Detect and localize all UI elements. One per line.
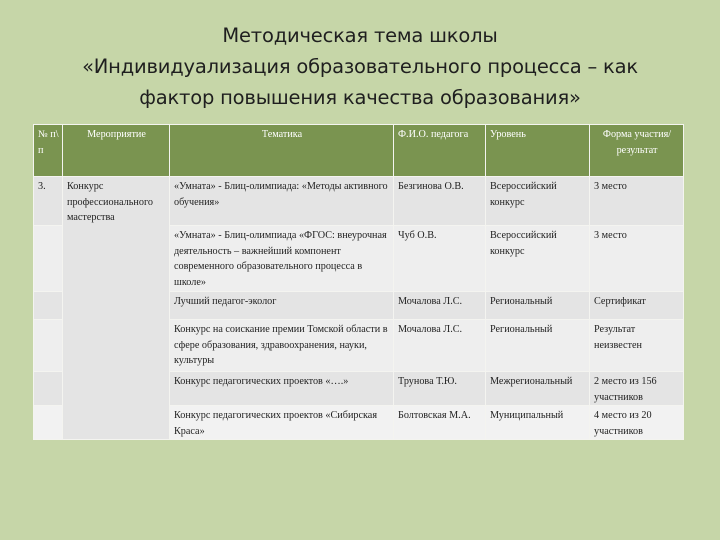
header-result: Форма участия/результат [590,125,684,177]
cell-result: Результат неизвестен [590,320,684,372]
cell-topic: Конкурс педагогических проектов «….» [170,372,394,406]
events-table [33,124,684,440]
cell-num [34,292,63,320]
cell-num [34,320,63,372]
cell-topic: Конкурс на соискание премии Томской области в сфере образования, здравоохранения, науки, культуры [170,320,394,372]
cell-event: Конкурс профессионального мастерства [63,177,170,440]
cell-level: Всероссийский конкурс [486,226,590,292]
cell-num [34,226,63,292]
cell-teacher: Чуб О.В. [394,226,486,292]
cell-level: Муниципальный [486,406,590,440]
cell-topic: Конкурс педагогических проектов «Сибирская Краса» [170,406,394,440]
cell-level: Региональный [486,320,590,372]
cell-num [34,406,63,440]
cell-teacher: Мочалова Л.С. [394,292,486,320]
table-row [34,177,684,226]
slide-title [20,20,700,113]
cell-level: Региональный [486,292,590,320]
table-header-row [34,125,684,177]
cell-teacher: Болтовская М.А. [394,406,486,440]
title-line-2: «Индивидуализация образовательного процесса – как [82,55,638,78]
cell-result: Сертификат [590,292,684,320]
header-num: № п\ п [34,125,63,177]
header-event: Мероприятие [63,125,170,177]
cell-result: 4 место из 20 участников [590,406,684,440]
cell-result: 3 место [590,226,684,292]
cell-topic: Лучший педагог-эколог [170,292,394,320]
header-teacher: Ф.И.О. педагога [394,125,486,177]
cell-level: Всероссийский конкурс [486,177,590,226]
header-topic: Тематика [170,125,394,177]
title-line-1: Методическая тема школы [222,24,498,47]
cell-num: 3. [34,177,63,226]
cell-topic: «Умната» - Блиц-олимпиада «ФГОС: внеурочная деятельность – важнейший компонент современного образовательного процесса в школе» [170,226,394,292]
cell-num [34,372,63,406]
cell-teacher: Трунова Т.Ю. [394,372,486,406]
cell-teacher: Мочалова Л.С. [394,320,486,372]
cell-result: 3 место [590,177,684,226]
cell-level: Межрегиональный [486,372,590,406]
cell-topic: «Умната» - Блиц-олимпиада: «Методы активного обучения» [170,177,394,226]
cell-result: 2 место из 156 участников [590,372,684,406]
title-line-3: фактор повышения качества образования» [139,86,581,109]
header-level: Уровень [486,125,590,177]
cell-teacher: Безгинова О.В. [394,177,486,226]
events-table-wrapper [33,124,683,440]
